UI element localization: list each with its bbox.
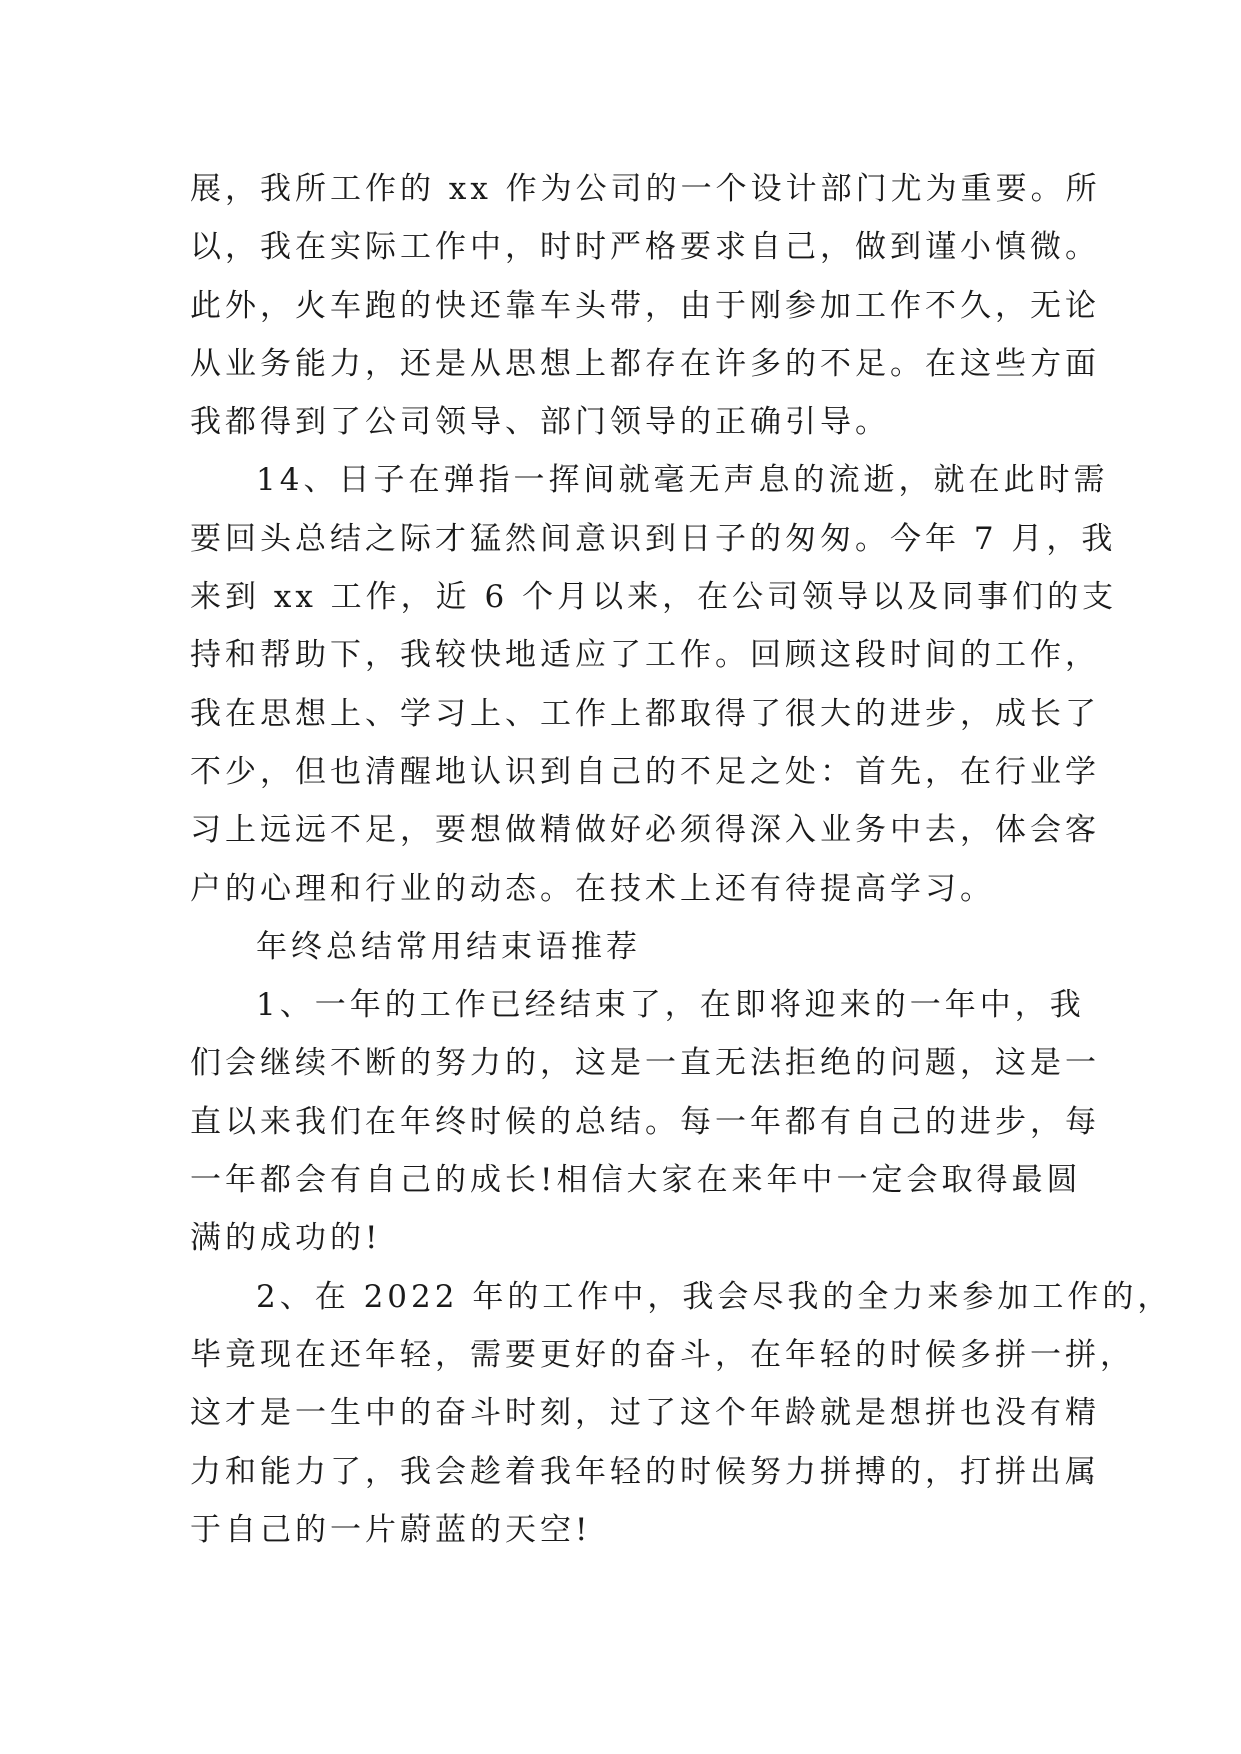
text-line: 从业务能力，还是从思想上都存在许多的不足。在这些方面 bbox=[190, 345, 1100, 382]
text-line: 要回头总结之际才猛然间意识到日子的匆匆。今年 7 月，我 bbox=[190, 520, 1117, 557]
text-line: 持和帮助下，我较快地适应了工作。回顾这段时间的工作， bbox=[190, 637, 1100, 674]
text-line: 不少，但也清醒地认识到自己的不足之处：首先，在行业学 bbox=[190, 753, 1100, 790]
document-body bbox=[190, 160, 1173, 1559]
text-line: 户的心理和行业的动态。在技术上还有待提高学习。 bbox=[190, 870, 995, 907]
text-line: 展，我所工作的 xx 作为公司的一个设计部门尤为重要。所 bbox=[190, 171, 1101, 207]
text-line: 毕竟现在还年轻，需要更好的奋斗，在年轻的时候多拼一拼， bbox=[190, 1336, 1135, 1373]
paragraph-start-line: 2、在 2022 年的工作中，我会尽我的全力来参加工作的， bbox=[256, 1278, 1173, 1315]
text-line: 以，我在实际工作中，时时严格要求自己，做到谨小慎微。 bbox=[190, 229, 1100, 266]
paragraph-start-line: 1、一年的工作已经结束了，在即将迎来的一年中，我 bbox=[256, 987, 1085, 1024]
text-line: 我都得到了公司领导、部门领导的正确引导。 bbox=[190, 404, 890, 441]
text-line: 们会继续不断的努力的，这是一直无法拒绝的问题，这是一 bbox=[190, 1045, 1100, 1082]
text-line: 一年都会有自己的成长!相信大家在来年中一定会取得最圆 bbox=[190, 1162, 1082, 1199]
paragraph-start-line: 14、日子在弹指一挥间就毫无声息的流逝，就在此时需 bbox=[256, 462, 1109, 499]
text-line: 习上远远不足，要想做精做好必须得深入业务中去，体会客 bbox=[190, 812, 1100, 849]
text-line: 满的成功的! bbox=[190, 1220, 382, 1257]
text-line: 我在思想上、学习上、工作上都取得了很大的进步，成长了 bbox=[190, 695, 1100, 732]
text-line: 力和能力了，我会趁着我年轻的时候努力拼搏的，打拼出属 bbox=[190, 1453, 1100, 1490]
text-line: 直以来我们在年终时候的总结。每一年都有自己的进步，每 bbox=[190, 1103, 1100, 1140]
section-heading: 年终总结常用结束语推荐 bbox=[256, 928, 641, 965]
text-line: 来到 xx 工作，近 6 个月以来，在公司领导以及同事们的支 bbox=[190, 579, 1118, 616]
text-line: 这才是一生中的奋斗时刻，过了这个年龄就是想拼也没有精 bbox=[190, 1395, 1100, 1432]
text-line: 于自己的一片蔚蓝的天空! bbox=[190, 1511, 592, 1548]
text-line: 此外，火车跑的快还靠车头带，由于刚参加工作不久，无论 bbox=[190, 287, 1100, 324]
